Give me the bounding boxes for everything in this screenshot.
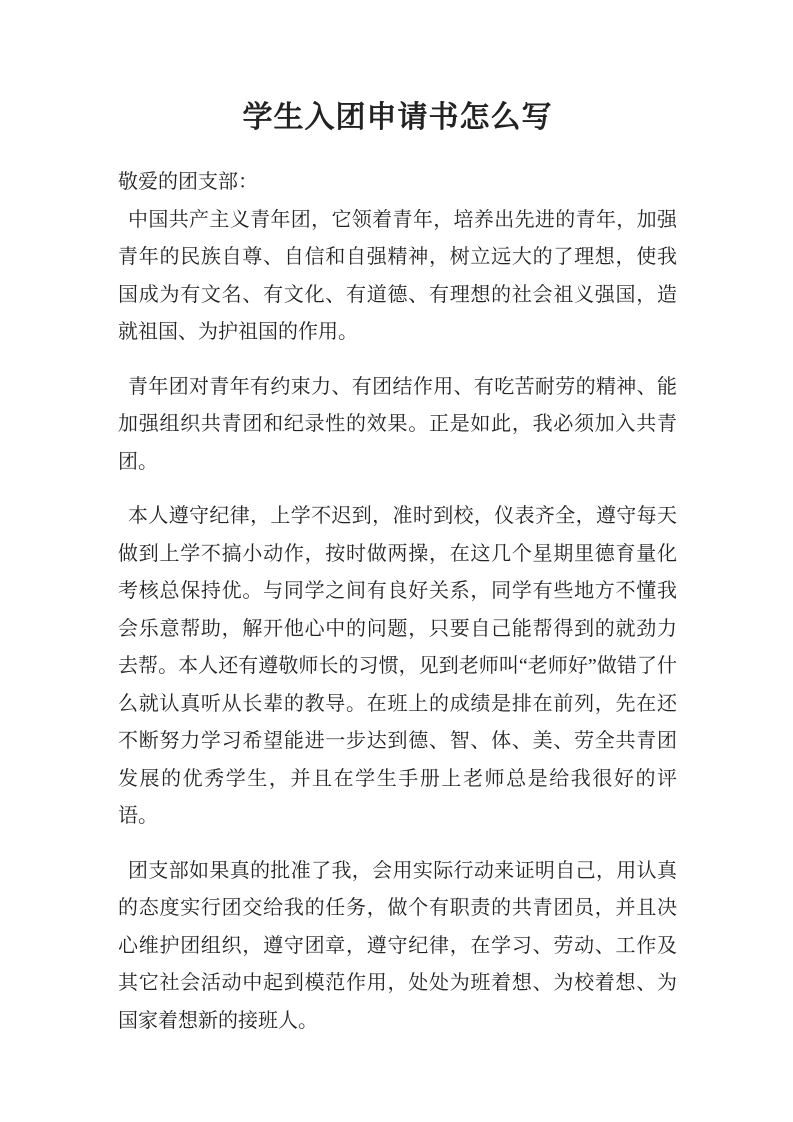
document-title: 学生入团申请书怎么写 (242, 101, 553, 134)
paragraph: 本人遵守纪律，上学不迟到，准时到校，仪表齐全，遵守每天做到上学不搞小动作，按时做两操，在这几个星期里德育量化考核总保持优。与同学之间有良好关系，同学有些地方不懂我会乐意帮助，解开他心中的问题，只要自己能帮得到的就劲力去帮。本人还有遵敬师长的习惯，见到老师叫“老师好”做错了什么就认真听从长辈的教导。在班上的成绩是排在前列，先在还不断努力学习希望能进一步达到德、智、体、美、劳全共青团发展的优秀学生，并且在学生手册上老师总是给我很好的评语。 (118, 505, 677, 827)
salutation: 敬爱的团支部： (118, 171, 258, 193)
paragraph: 青年团对青年有约束力、有团结作用、有吃苦耐劳的精神、能加强组织共青团和纪录性的效果。正是如此，我必须加入共青团。 (118, 375, 677, 473)
document-body (118, 202, 677, 1041)
paragraph: 团支部如果真的批准了我，会用实际行动来证明自己，用认真的态度实行团交给我的任务，做个有职责的共青团员，并且决心维护团组织，遵守团章，遵守纪律，在学习、劳动、工作及其它社会活动中起到模范作用，处处为班着想、为校着想、为国家着想新的接班人。 (118, 859, 677, 1032)
paragraph: 中国共产主义青年团，它领着青年，培养出先进的青年，加强青年的民族自尊、自信和自强精神，树立远大的了理想，使我国成为有文名、有文化、有道德、有理想的社会祖义强国，造就祖国、为护祖国的作用。 (118, 208, 677, 343)
